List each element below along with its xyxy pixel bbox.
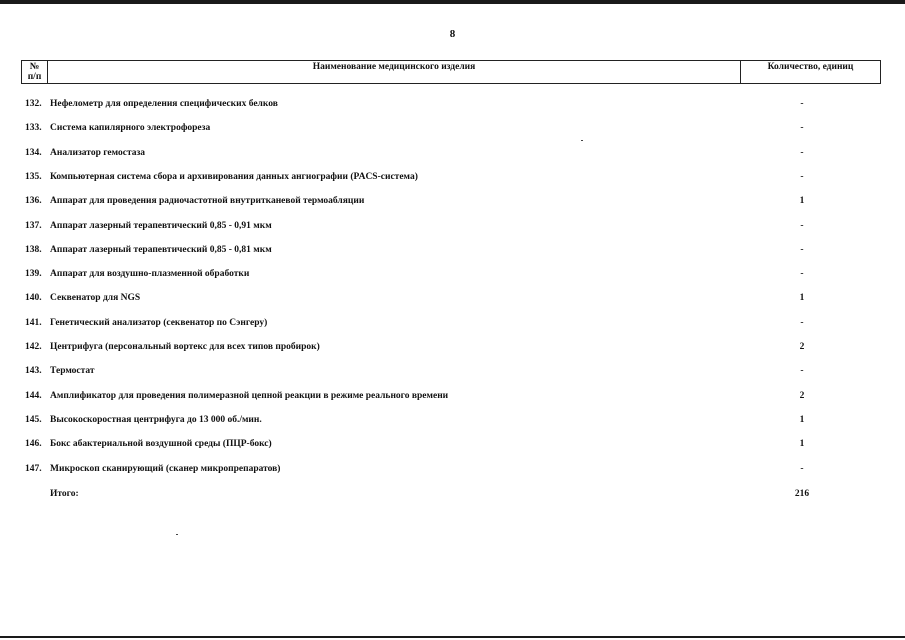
table-row [0, 340, 905, 354]
table-row [0, 243, 905, 257]
row-number: 139. [25, 269, 42, 280]
row-number: 146. [25, 439, 42, 450]
total-quantity: 216 [794, 489, 810, 499]
total-row [0, 487, 905, 501]
row-quantity: - [800, 220, 804, 231]
row-number: 138. [25, 244, 42, 255]
table-row [0, 194, 905, 208]
row-number: 134. [25, 147, 42, 158]
row-name: Центрифуга (персональный вортекс для всех типов пробирок) [50, 342, 320, 352]
scan-top-border [0, 0, 905, 4]
row-quantity: 2 [799, 342, 805, 352]
row-quantity: - [800, 147, 804, 158]
row-quantity: 1 [799, 293, 805, 304]
row-name: Генетический анализатор (секвенатор по Сэнгеру) [50, 317, 268, 328]
row-name: Нефелометр для определения специфических белков [50, 99, 278, 109]
total-label: Итого: [50, 489, 79, 499]
header-number-symbol: № [29, 62, 40, 72]
row-name: Аппарат лазерный терапевтический 0,85 - 0,91 мкм [50, 220, 272, 231]
table-row [0, 413, 905, 427]
row-name: Микроскоп сканирующий (сканер микропрепаратов) [50, 463, 281, 474]
row-quantity: - [800, 123, 804, 134]
header-number-cell [22, 61, 48, 83]
table-header [21, 60, 881, 84]
table-row [0, 97, 905, 111]
row-quantity: - [800, 99, 804, 109]
row-quantity: - [800, 171, 804, 182]
row-name: Аппарат для проведения радиочастотной внутритканевой термоабляции [50, 196, 365, 207]
row-quantity: 1 [799, 439, 805, 450]
table-row [0, 291, 905, 305]
row-name: Компьютерная система сбора и архивирования данных ангиографии (PACS-система) [50, 171, 418, 182]
row-quantity: - [800, 317, 804, 328]
table-row [0, 316, 905, 330]
row-number: 143. [25, 366, 42, 377]
row-number: 135. [25, 171, 42, 182]
row-quantity: 2 [799, 390, 805, 401]
row-name: Термостат [50, 366, 95, 377]
table-row [0, 364, 905, 378]
header-number-abbrev: п/п [27, 72, 42, 82]
row-quantity: 1 [799, 414, 805, 425]
row-number: 144. [25, 390, 42, 401]
table-row [0, 170, 905, 184]
row-name: Аппарат лазерный терапевтический 0,85 - 0,81 мкм [50, 244, 272, 255]
row-quantity: - [800, 244, 804, 255]
table-row [0, 389, 905, 403]
table-row [0, 437, 905, 451]
row-number: 142. [25, 342, 42, 352]
row-name: Аппарат для воздушно-плазменной обработки [50, 269, 250, 280]
row-quantity: 1 [799, 196, 805, 207]
table-row [0, 121, 905, 135]
row-number: 145. [25, 414, 42, 425]
row-name: Амплификатор для проведения полимеразной цепной реакции в режиме реального времени [50, 390, 449, 401]
row-number: 137. [25, 220, 42, 231]
scan-bottom-border [0, 636, 905, 638]
row-number: 136. [25, 196, 42, 207]
scan-speck [176, 534, 178, 535]
scan-speck [581, 140, 583, 141]
row-name: Анализатор гемостаза [50, 147, 146, 158]
row-number: 140. [25, 293, 42, 304]
row-quantity: - [800, 269, 804, 280]
table-row [0, 146, 905, 160]
row-name: Система капилярного электрофореза [50, 123, 211, 134]
page-number: 8 [449, 28, 456, 40]
row-name: Высокоскоростная центрифуга до 13 000 об./мин. [50, 414, 262, 425]
row-number: 141. [25, 317, 42, 328]
table-row [0, 462, 905, 476]
row-number: 132. [25, 99, 42, 109]
row-quantity: - [800, 366, 804, 377]
row-name: Бокс абактериальной воздушной среды (ПЦР-бокс) [50, 439, 272, 450]
table-row [0, 267, 905, 281]
row-quantity: - [800, 463, 804, 474]
row-number: 133. [25, 123, 42, 134]
row-number: 147. [25, 463, 42, 474]
row-name: Секвенатор для NGS [50, 293, 141, 304]
table-row [0, 219, 905, 233]
header-quantity-cell: Количество, единиц [767, 62, 854, 72]
header-name-cell: Наименование медицинского изделия [48, 61, 741, 83]
